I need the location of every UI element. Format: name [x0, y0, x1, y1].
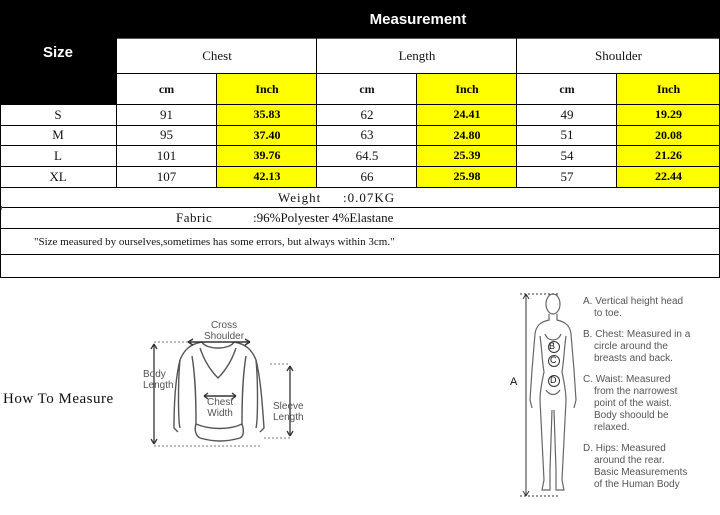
- size-label: L: [54, 147, 62, 163]
- shoulder-inch-value: 22.44: [617, 166, 720, 187]
- marker-a: A: [510, 376, 518, 388]
- unit-header-chest-cm: cm: [158, 81, 175, 96]
- sleeve-length-line-1: Sleeve: [273, 401, 304, 412]
- weight-label: Weight: [278, 190, 322, 205]
- marker-c: C: [550, 355, 557, 365]
- instruction-d-line-1: D. Hips: Measured: [583, 443, 666, 454]
- marker-d: D: [550, 375, 557, 385]
- chest-cm-value: 91: [160, 106, 173, 122]
- shoulder-cm-value: 51: [560, 127, 574, 142]
- instruction-d-line-4: of the Human Body: [594, 479, 680, 490]
- instruction-c-line-4: Body shoould be: [594, 410, 669, 421]
- instruction-d-line-2: around the rear.: [594, 455, 665, 466]
- instruction-d-line-3: Basic Measurements: [594, 467, 688, 478]
- sleeve-length-label: [273, 401, 304, 423]
- chest-cm-value: 95: [160, 127, 173, 142]
- unit-header-length-cm: cm: [359, 81, 375, 96]
- sleeve-length-line-2: Length: [273, 412, 304, 423]
- group-header-chest: Chest: [202, 48, 232, 63]
- chest-width-line-2: Width: [207, 408, 233, 419]
- marker-b: B: [549, 341, 556, 351]
- instructions-text: [583, 296, 690, 491]
- group-header-shoulder: Shoulder: [595, 48, 642, 63]
- shoulder-inch-value: 21.26: [617, 145, 720, 166]
- measurement-title-text: Measurement: [369, 10, 467, 28]
- shoulder-inch-value: 20.08: [617, 125, 720, 145]
- body-length-label: [143, 369, 174, 391]
- instruction-c-line-1: C. Waist: Measured: [583, 374, 671, 385]
- length-cm-value: 63: [360, 127, 374, 142]
- length-cm-value: 62: [360, 106, 374, 122]
- chest-inch-value: 42.13: [217, 166, 317, 187]
- instruction-b-line-2: circle around the: [594, 341, 668, 352]
- length-cm-value: 66: [360, 168, 374, 184]
- instruction-b-line-3: breasts and back.: [594, 353, 673, 364]
- length-inch-value: 25.98: [417, 166, 517, 187]
- measurement-title: [116, 0, 720, 38]
- body-length-line-1: Body: [143, 369, 166, 380]
- unit-header-shoulder-inch: Inch: [617, 74, 720, 104]
- instruction-a-line-1: A. Vertical height head: [583, 296, 684, 307]
- length-cm-value: 64.5: [355, 147, 379, 163]
- shoulder-cm-value: 49: [560, 106, 574, 122]
- unit-header-chest-inch: Inch: [217, 74, 317, 104]
- unit-header-length-inch: Inch: [417, 74, 517, 104]
- size-note: "Size measured by ourselves,sometimes has some errors, but always within 3cm.": [34, 236, 395, 248]
- cross-shoulder-label: [204, 320, 244, 342]
- length-inch-value: 24.41: [417, 104, 517, 125]
- size-label: XL: [49, 168, 67, 184]
- shoulder-inch-value: 19.29: [617, 104, 720, 125]
- cross-shoulder-line-2: Shoulder: [204, 331, 245, 342]
- fabric-label: Fabric: [176, 210, 213, 225]
- how-to-measure-title: How To Measure: [3, 391, 114, 407]
- unit-header-shoulder-cm: cm: [559, 81, 575, 96]
- instruction-c-line-2: from the narrowest: [594, 386, 678, 397]
- length-inch-value: 24.80: [417, 125, 517, 145]
- chest-inch-value: 35.83: [217, 104, 317, 125]
- size-label: M: [52, 127, 64, 142]
- instruction-c-line-3: point of the waist.: [594, 398, 672, 409]
- fabric-value: :96%Polyester 4%Elastane: [253, 210, 394, 225]
- size-header: Size: [0, 0, 116, 104]
- group-header-length: Length: [398, 48, 436, 63]
- chest-cm-value: 101: [156, 147, 177, 163]
- body-length-line-2: Length: [143, 380, 174, 391]
- chest-width-label: [207, 397, 233, 419]
- shoulder-cm-value: 54: [560, 147, 574, 163]
- human-body-icon: [518, 290, 588, 500]
- instruction-c-line-5: relaxed.: [594, 422, 630, 433]
- length-inch-value: 25.39: [417, 145, 517, 166]
- instruction-a-line-2: to toe.: [594, 308, 622, 319]
- chest-inch-value: 37.40: [217, 125, 317, 145]
- weight-value: :0.07KG: [343, 190, 396, 205]
- chest-width-line-1: Chest: [207, 397, 234, 408]
- size-label: S: [54, 106, 62, 122]
- chest-cm-value: 107: [156, 168, 177, 184]
- chest-inch-value: 39.76: [217, 145, 317, 166]
- instruction-b-line-1: B. Chest: Measured in a: [583, 329, 691, 340]
- cross-shoulder-line-1: Cross: [210, 320, 238, 331]
- shoulder-cm-value: 57: [560, 168, 574, 184]
